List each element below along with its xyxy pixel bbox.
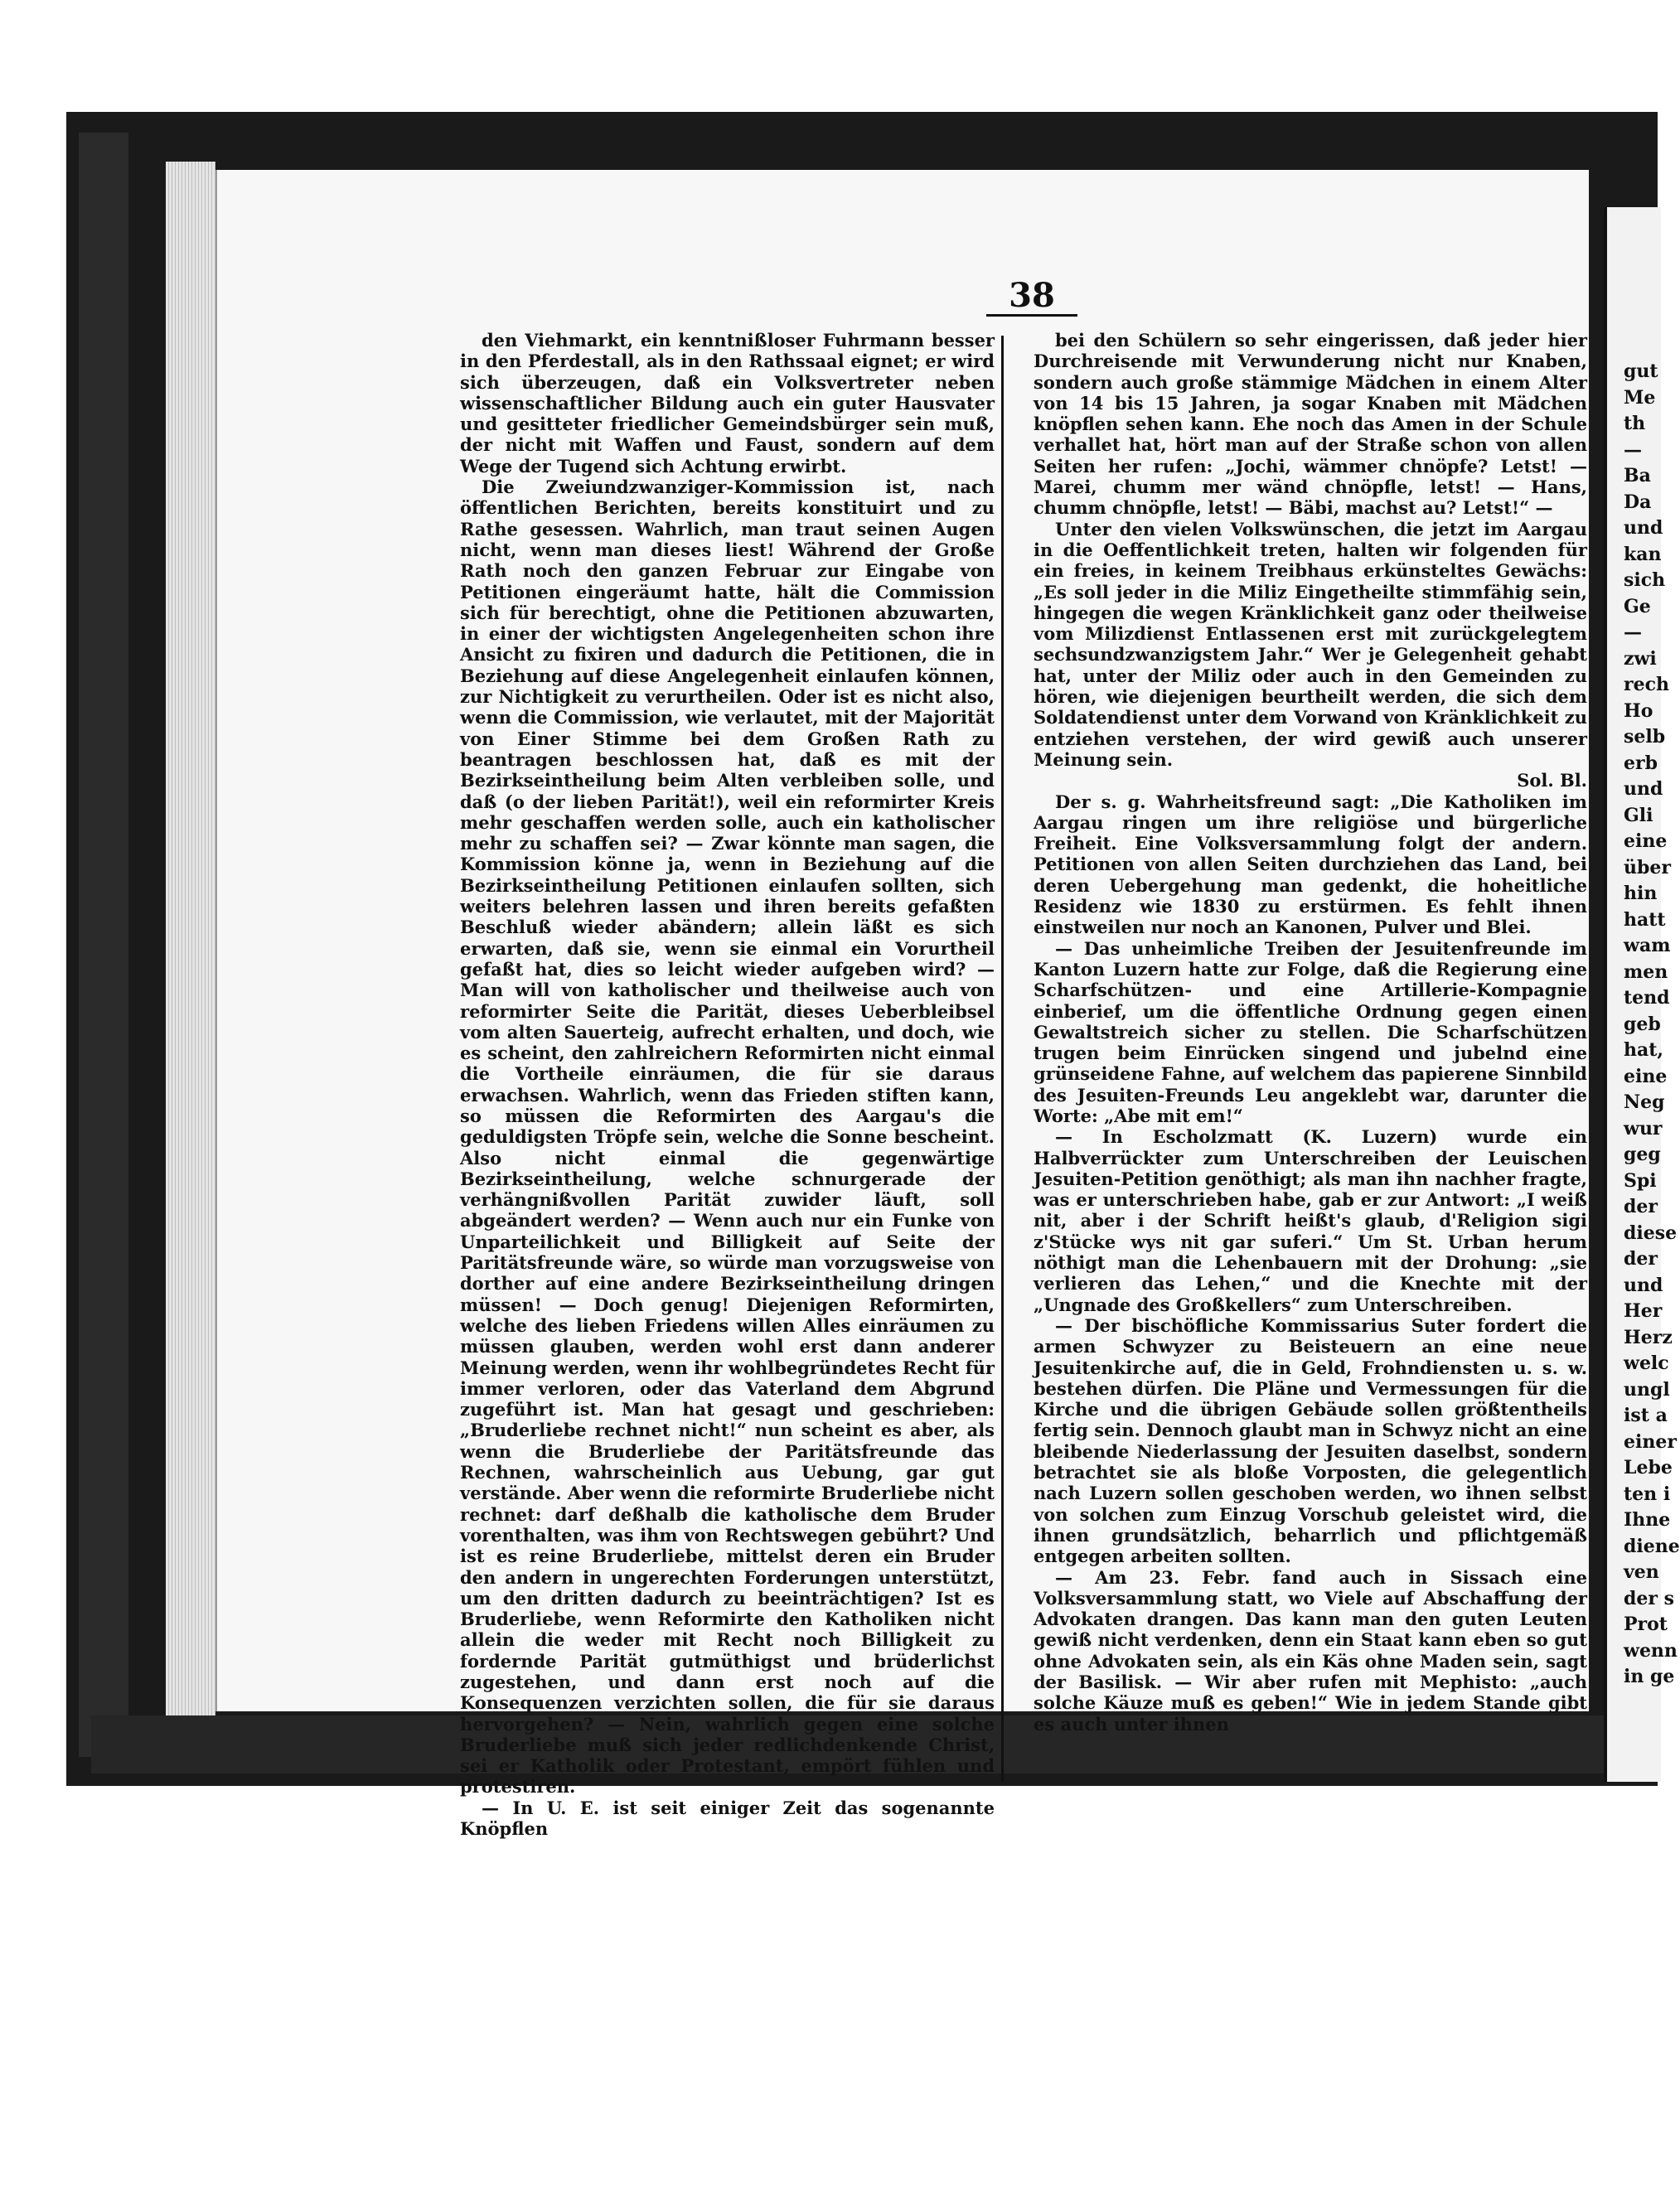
facing-page-fragment: hat, <box>1624 1039 1664 1061</box>
facing-page-fragment: men <box>1624 961 1668 983</box>
left-column <box>460 330 995 1839</box>
facing-page-fragment: ten i <box>1624 1483 1671 1505</box>
facing-page-fragment: Spi <box>1624 1169 1657 1192</box>
facing-page-fragment: ungl <box>1624 1378 1670 1401</box>
right-column <box>1034 330 1587 1735</box>
facing-page-strip <box>1604 207 1680 1782</box>
facing-page-fragment: Ihne <box>1624 1509 1671 1531</box>
facing-page-fragment: kan <box>1624 543 1662 565</box>
facing-page-fragment: — <box>1624 438 1642 461</box>
facing-page-fragment: wam <box>1624 935 1671 956</box>
paragraph: — In Escholzmatt (K. Luzern) wurde ein Halbverrückter zum Unterschreiben der Leuischen Jesuiten-Petition genöthigt; als man ihn nachher fragte, was er unterschrieben habe, gab er zur Antwort: „I weiß nit, aber i der Schrift heißt's glaub, d'Religion sigi z'Stücke wys nit gar suferi.“ Um St. Urban herum nöthigt man die Lehenbauern mit der Drohung: „sie verlieren das Lehen,“ und die Knechte mit der „Ungnade des Großkellers“ zum Unterschreiben. <box>1034 1126 1587 1315</box>
paragraph: Unter den vielen Volkswünschen, die jetzt im Aargau in die Oeffentlichkeit treten, halten wir folgenden für ein freies, in keinem Treibhaus erkünsteltes Gewächs: „Es soll jeder in die Miliz Eingetheilte stimmfähig sein, hingegen die wegen Kränklichkeit ganz oder theilweise vom Milizdienst Entlassenen erst mit zurückgelegtem sechsundzwanzigstem Jahr.“ Wer je Gelegenheit gehabt hat, unter der Miliz oder auch in den Gemeinden zu hören, wie diejenigen beurtheilt werden, die sich dem Soldatendienst unter dem Vorwand von Kränklichkeit zu entziehen verstehen, der wird gewiß auch unserer Meinung sein. <box>1034 518 1587 770</box>
facing-page-fragment: Ge <box>1624 595 1651 617</box>
facing-page-fragment: zwi <box>1624 647 1657 670</box>
paragraph: Der s. g. Wahrheitsfreund sagt: „Die Katholiken im Aargau ringen um ihre religiöse und bürgerliche Freiheit. Eine Volksversammlung folgt der andern. Petitionen von allen Seiten durchziehen das Land, bei deren Uebergehung man gedenkt, die hoheitliche Residenz wie 1830 zu erstürmen. Es fehlt ihnen einstweilen nur noch an Kanonen, Pulver und Blei. <box>1034 791 1587 938</box>
paragraph: den Viehmarkt, ein kenntnißloser Fuhrmann besser in den Pferdestall, als in den Rathssaal eignet; er wird sich überzeugen, daß ein Volksvertreter neben wissenschaftlicher Bildung auch ein guter Hausvater und gesitteter friedlicher Gemeindsbürger sein muß, der nicht mit Waffen und Faust, sondern auf dem Wege der Tugend sich Achtung erwirbt. <box>460 330 995 477</box>
facing-page-fragment: Ba <box>1624 465 1651 486</box>
facing-page-fragment: wur <box>1624 1117 1663 1140</box>
paragraph: — Am 23. Febr. fand auch in Sissach eine Volksversammlung statt, wo Viele auf Abschaffung der Advokaten drangen. Das kann man den guten Leuten gewiß nicht verdenken, denn ein Staat kann eben so gut ohne Advokaten sein, als ein Käs ohne Maden sein, sagt der Basilisk. — Wir aber rufen mit Mephisto: „auch solche Käuze muß es geben!“ Wie in jedem Stande gibt es auch unter ihnen <box>1034 1566 1587 1735</box>
facing-page-fragment: welc <box>1624 1352 1669 1374</box>
facing-page-fragment: rech <box>1624 674 1669 695</box>
facing-page-fragment: diese <box>1624 1222 1678 1244</box>
facing-page-fragment: tend <box>1624 987 1670 1009</box>
page-number: 38 <box>986 278 1077 317</box>
facing-page-fragment: über <box>1624 856 1671 878</box>
paragraph: bei den Schülern so sehr eingerissen, daß jeder hier Durchreisende mit Verwunderung nicht nur Knaben, sondern auch große stämmige Mädchen in einem Alter von 14 bis 15 Jahren, ja sogar Knaben mit Mädchen knöpflen sehen kann. Ehe noch das Amen in der Schule verhallet hat, hört man auf der Straße schon von allen Seiten her rufen: „Jochi, wämmer chnöpfe? Letst! — Marei, chumm mer wänd chnöpfle, letst! — Hans, chumm chnöpfle, letst! — Bäbi, machst au? Letst!“ — <box>1034 330 1587 519</box>
facing-page-fragment: sich <box>1624 569 1666 591</box>
paragraph: — In U. E. ist seit einiger Zeit das sogenannte Knöpflen <box>460 1797 995 1840</box>
facing-page-fragment: ist a <box>1624 1405 1668 1426</box>
source-signature: Sol. Bl. <box>1517 770 1587 791</box>
facing-page-fragment: ven <box>1624 1561 1659 1583</box>
page-stack-edge <box>166 162 215 1720</box>
facing-page-fragment: der s <box>1624 1587 1675 1609</box>
facing-page-fragment: th <box>1624 413 1646 434</box>
facing-page-fragment: erb <box>1624 752 1658 774</box>
facing-page-fragment: gut <box>1624 360 1658 382</box>
facing-page-fragment: wenn <box>1624 1639 1678 1662</box>
facing-page-fragment: in ge <box>1624 1666 1675 1687</box>
facing-page-fragment: Ho <box>1624 699 1653 722</box>
facing-page-fragment: und <box>1624 778 1663 800</box>
facing-page-fragment: Neg <box>1624 1091 1665 1113</box>
facing-page-fragment: Gli <box>1624 804 1653 826</box>
facing-page-fragment: eine <box>1624 830 1668 852</box>
facing-page-fragment: eine <box>1624 1065 1668 1087</box>
facing-page-fragment: hin <box>1624 883 1658 904</box>
facing-page-fragment: Herz <box>1624 1326 1673 1348</box>
book-spine-edge <box>79 133 128 1757</box>
paragraph: — Der bischöfliche Kommissarius Suter fordert die armen Schwyzer zu Beisteuern an eine neue Jesuitenkirche auf, die in Geld, Frohndiensten u. s. w. bestehen dürfen. Die Pläne und Vermessungen für die Kirche und die übrigen Gebäude sollen größtentheils fertig sein. Dennoch glaubt man in Schwyz nicht an eine bleibende Niederlassung der Jesuiten daselbst, sondern betrachtet sie als bloße Vorposten, die gelegentlich nach Luzern sollen geschoben werden, wo ihnen selbst von solchen zum Einzug Vorschub geleistet wird, die ihnen grundsätzlich, beharrlich und pflichtgemäß entgegen arbeiten sollten. <box>1034 1314 1587 1567</box>
facing-page-fragment: selb <box>1624 726 1666 748</box>
facing-page-fragment: der <box>1624 1196 1658 1217</box>
facing-page-fragment: Me <box>1624 386 1656 409</box>
facing-page-fragment: der <box>1624 1248 1658 1270</box>
facing-page-fragment: Her <box>1624 1300 1663 1322</box>
paragraph: — Das unheimliche Treiben der Jesuitenfreunde im Kanton Luzern hatte zur Folge, daß die Regierung eine Scharfschützen- und eine Artillerie-Kompagnie einberief, um die öffentliche Ordnung gegen einen Gewaltstreich sicher zu stellen. Die Scharfschützen trugen beim Einrücken singend und jubelnd eine grünseidene Fahne, auf welchem das papierene Sinnbild des Jesuiten-Freunds Leu angeklebt war, darunter die Worte: „Abe mit em!“ <box>1034 937 1587 1126</box>
paragraph: Die Zweiundzwanziger-Kommission ist, nach öffentlichen Berichten, bereits konstituirt und zu Rathe gesessen. Wahrlich, man traut seinen Augen nicht, wenn man dieses liest! Während der Große Rath noch den ganzen Februar zur Eingabe von Petitionen eingeräumt hatte, hält die Commission sich für berechtigt, ohne die Petitionen abzuwarten, in einer der wichtigsten Angelegenheiten schon ihre Ansicht zu fixiren und dadurch die Petitionen, die in Beziehung auf diese Angelegenheit einlaufen können, zur Nichtigkeit zu verurtheilen. Oder ist es nicht also, wenn die Commission, wie verlautet, mit der Majorität von Einer Stimme bei dem Großen Rath zu beantragen beschlossen hat, daß es mit der Bezirkseintheilung beim Alten verbleiben solle, und daß (o der lieben Parität!), weil ein reformirter Kreis mehr geschaffen werden solle, auch ein katholischer mehr zu schaffen sei? — Zwar könnte man sagen, die Kommission könne ja, wenn in Beziehung auf die Bezirkseintheilung Petitionen einlaufen sollten, sich weiters belehren lassen und ihren bereits gefaßten Beschluß wieder abändern; allein läßt es sich erwarten, daß sie, wenn sie einmal ein Vorurtheil gefaßt hat, dies so leicht wieder aufgeben wird? — Man will von katholischer und theilweise auch von reformirter Seite die Parität, dieses Ueberbleibsel vom alten Sauerteig, aufrecht erhalten, und doch, wie es scheint, den zahlreichern Reformirten nicht einmal die Vortheile einräumen, die für sie daraus erwachsen. Wahrlich, wenn das Frieden stiften kann, so müssen die Reformirten des Aargau's die geduldigsten Tröpfe sein, welche die Sonne bescheint. Also nicht einmal die gegenwärtige Bezirkseintheilung, welche schnurgerade der verhängnißvollen Parität zuwider läuft, soll abgeändert werden? — Wenn auch nur ein Funke von Unparteilichkeit und Billigkeit auf Seite der Paritätsfreunde wäre, so würde man vorzugsweise von dorther auf eine andere Bezirkseintheilung dringen müssen! — Doch genug! Diejenigen Reformirten, welche des lieben Friedens willen Alles einräumen zu müssen glauben, werden wohl erst dann anderer Meinung werden, wenn ihr wohlbegründetes Recht für immer verloren, oder das Vaterland dem Abgrund zugeführt ist. Man hat gesagt und geschrieben: „Bruderliebe rechnet nicht!“ nun scheint es aber, als wenn die Bruderliebe der Paritätsfreunde das Rechnen, wahrscheinlich aus Uebung, gar gut verstände. Aber wenn die reformirte Bruderliebe nicht rechnet: darf deßhalb die katholische dem Bruder vorenthalten, was ihm von Rechtswegen gebührt? Und ist es reine Bruderliebe, mittelst deren ein Bruder den andern in ungerechten Forderungen unterstützt, um den dritten dadurch zu beeinträchtigen? Ist es Bruderliebe, wenn Reformirte den Katholiken nicht allein die weder mit Recht noch Billigkeit zu fordernde Parität gutmüthigst und brüderlichst zugestehen, und dann erst noch auf die Konsequenzen verzichten sollen, die für sie daraus hervorgehen? — Nein, wahrlich gegen eine solche Bruderliebe muß sich jeder redlichdenkende Christ, sei er Katholik oder Protestant, empört fühlen und protestiren. <box>460 477 995 1798</box>
facing-page-fragment: Da <box>1624 491 1652 513</box>
facing-page-fragment: einer <box>1624 1430 1677 1453</box>
facing-page-fragment: hatt <box>1624 908 1666 931</box>
facing-page-fragment: und <box>1624 517 1663 539</box>
facing-page-fragment: — <box>1624 622 1642 643</box>
facing-page-fragment: Prot <box>1624 1614 1668 1635</box>
facing-page-fragment: diene <box>1624 1535 1680 1557</box>
facing-page-fragment: geb <box>1624 1013 1661 1035</box>
facing-page-fragment: und <box>1624 1274 1663 1296</box>
facing-page-fragment: Lebe <box>1624 1457 1673 1478</box>
facing-page-fragment: geg <box>1624 1144 1661 1165</box>
column-divider <box>1001 336 1004 1782</box>
